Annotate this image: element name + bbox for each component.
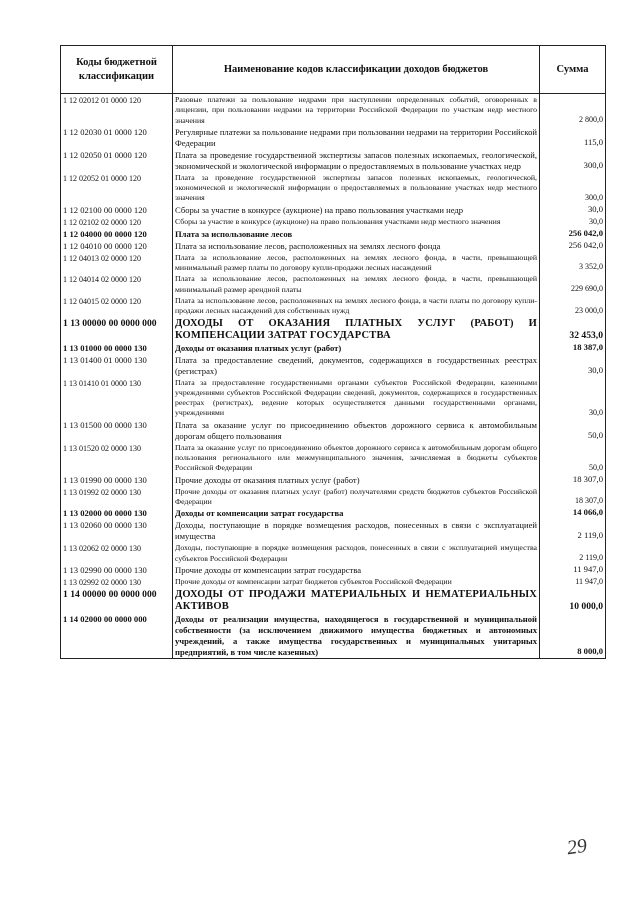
- table-row: [61, 442, 606, 474]
- code-cell: 1 13 01500 00 0000 130: [61, 419, 173, 442]
- sum-cell: 18 307,0: [540, 486, 606, 508]
- sum-cell: 50,0: [540, 419, 606, 442]
- table-row: [61, 588, 606, 613]
- sum-cell: 18 307,0: [540, 474, 606, 486]
- name-cell: Прочие доходы от оказания платных услуг (работ): [173, 474, 540, 486]
- code-cell: 1 12 02052 01 0000 120: [61, 172, 173, 204]
- code-cell: 1 13 02992 02 0000 130: [61, 576, 173, 588]
- table-row: [61, 228, 606, 240]
- table-row: [61, 149, 606, 172]
- code-cell: 1 12 04013 02 0000 120: [61, 252, 173, 274]
- code-cell: 1 12 04000 00 0000 120: [61, 228, 173, 240]
- name-cell: Плата за использование лесов: [173, 228, 540, 240]
- name-cell: Доходы от реализации имущества, находящегося в государственной и муниципальной собственности (за исключением движимого имущества бюджетных и автономных учреждений, а также имущества государственных и муниципальных унитарных предприятий, в том числе казенных): [173, 613, 540, 659]
- sum-cell: 30,0: [540, 204, 606, 216]
- name-cell: Плата за предоставление государственными органами субъектов Российской Федерации, казенными учреждениями субъектов Российской Федерации сведений, документов, содержащихся в государственных реестрах (регистрах), ведение которых осуществляется данными государственными органами, учреждениями: [173, 377, 540, 419]
- sum-cell: 256 042,0: [540, 240, 606, 252]
- sum-cell: 30,0: [540, 377, 606, 419]
- table-body: [61, 94, 606, 659]
- code-cell: 1 12 02102 02 0000 120: [61, 216, 173, 228]
- table-row: [61, 273, 606, 295]
- table-row: [61, 295, 606, 317]
- name-cell: Доходы от компенсации затрат государства: [173, 507, 540, 519]
- name-cell: Прочие доходы от компенсации затрат бюджетов субъектов Российской Федерации: [173, 576, 540, 588]
- sum-cell: 14 066,0: [540, 507, 606, 519]
- table-row: [61, 216, 606, 228]
- sum-cell: 229 690,0: [540, 273, 606, 295]
- name-cell: Плата за проведение государственной экспертизы запасов полезных ископаемых, геологической, экономической и экологической информации о предоставляемых в пользование участках недр: [173, 149, 540, 172]
- page-number: 29: [565, 834, 589, 860]
- sum-cell: 8 000,0: [540, 613, 606, 659]
- name-cell: Доходы, поступающие в порядке возмещения расходов, понесенных в связи с эксплуатацией имущества субъектов Российской Федерации: [173, 542, 540, 564]
- sum-cell: 11 947,0: [540, 564, 606, 576]
- code-cell: 1 12 02012 01 0000 120: [61, 94, 173, 126]
- code-cell: 1 14 00000 00 0000 000: [61, 588, 173, 613]
- header-name: Наименование кодов классификации доходов бюджетов: [173, 46, 540, 94]
- table-row: [61, 542, 606, 564]
- table-row: [61, 419, 606, 442]
- code-cell: 1 13 02060 00 0000 130: [61, 519, 173, 542]
- sum-cell: 50,0: [540, 442, 606, 474]
- name-cell: Разовые платежи за пользование недрами при наступлении определенных событий, оговоренных в лицензии, при пользовании недрами на территории Российской Федерации по участкам недр местного значения: [173, 94, 540, 126]
- name-cell: Плата за предоставление сведений, документов, содержащихся в государственных реестрах (регистрах): [173, 354, 540, 377]
- name-cell: Прочие доходы от компенсации затрат государства: [173, 564, 540, 576]
- sum-cell: 256 042,0: [540, 228, 606, 240]
- code-cell: 1 13 01410 01 0000 130: [61, 377, 173, 419]
- header-codes: Коды бюджетной классификации: [61, 46, 173, 94]
- table-row: [61, 354, 606, 377]
- name-cell: Прочие доходы от оказания платных услуг (работ) получателями средств бюджетов субъектов Российской Федерации: [173, 486, 540, 508]
- table-row: [61, 240, 606, 252]
- sum-cell: 300,0: [540, 149, 606, 172]
- name-cell: Сборы за участие в конкурсе (аукционе) на право пользования участками недр местного значения: [173, 216, 540, 228]
- name-cell: Плата за оказание услуг по присоединению объектов дорожного сервиса к автомобильным дорогам общего пользования: [173, 419, 540, 442]
- sum-cell: 30,0: [540, 216, 606, 228]
- code-cell: 1 13 01990 00 0000 130: [61, 474, 173, 486]
- code-cell: 1 12 02100 00 0000 120: [61, 204, 173, 216]
- sum-cell: 11 947,0: [540, 576, 606, 588]
- code-cell: 1 13 01992 02 0000 130: [61, 486, 173, 508]
- sum-cell: 18 387,0: [540, 342, 606, 354]
- table-row: [61, 172, 606, 204]
- sum-cell: 32 453,0: [540, 317, 606, 342]
- table-row: [61, 519, 606, 542]
- code-cell: 1 13 02000 00 0000 130: [61, 507, 173, 519]
- header-sum: Сумма: [540, 46, 606, 94]
- code-cell: 1 13 01400 01 0000 130: [61, 354, 173, 377]
- code-cell: 1 14 02000 00 0000 000: [61, 613, 173, 659]
- name-cell: Доходы от оказания платных услуг (работ): [173, 342, 540, 354]
- name-cell: Плата за использование лесов, расположенных на землях лесного фонда, в части платы по договору купли-продажи лесных насаждений для собственных нужд: [173, 295, 540, 317]
- sum-cell: 23 000,0: [540, 295, 606, 317]
- table-row: [61, 317, 606, 342]
- table-row: [61, 576, 606, 588]
- table-row: [61, 613, 606, 659]
- table-row: [61, 252, 606, 274]
- sum-cell: 30,0: [540, 354, 606, 377]
- table-row: [61, 507, 606, 519]
- sum-cell: 10 000,0: [540, 588, 606, 613]
- sum-cell: 3 352,0: [540, 252, 606, 274]
- code-cell: 1 12 04010 00 0000 120: [61, 240, 173, 252]
- code-cell: 1 12 02030 01 0000 120: [61, 126, 173, 149]
- name-cell: Плата за использование лесов, расположенных на землях лесного фонда, в части, превышающей минимальный размер платы по договору купли-продажи лесных насаждений: [173, 252, 540, 274]
- code-cell: 1 13 02062 02 0000 130: [61, 542, 173, 564]
- sum-cell: 2 119,0: [540, 542, 606, 564]
- code-cell: 1 13 00000 00 0000 000: [61, 317, 173, 342]
- sum-cell: 2 800,0: [540, 94, 606, 126]
- code-cell: 1 12 02050 01 0000 120: [61, 149, 173, 172]
- name-cell: Плата за проведение государственной экспертизы запасов полезных ископаемых, геологической, экономической и экологической информации о предоставляемых в пользование участках недр местного значения: [173, 172, 540, 204]
- name-cell: Доходы, поступающие в порядке возмещения расходов, понесенных в связи с эксплуатацией имущества: [173, 519, 540, 542]
- code-cell: 1 12 04015 02 0000 120: [61, 295, 173, 317]
- revenue-table: [60, 45, 606, 659]
- name-cell: Сборы за участие в конкурсе (аукционе) на право пользования участками недр: [173, 204, 540, 216]
- code-cell: 1 13 01000 00 0000 130: [61, 342, 173, 354]
- table-row: [61, 564, 606, 576]
- code-cell: 1 13 01520 02 0000 130: [61, 442, 173, 474]
- code-cell: 1 12 04014 02 0000 120: [61, 273, 173, 295]
- name-cell: Регулярные платежи за пользование недрами при пользовании недрами на территории Российской Федерации: [173, 126, 540, 149]
- table-row: [61, 486, 606, 508]
- name-cell: Плата за использование лесов, расположенных на землях лесного фонда, в части, превышающей минимальный размер арендной платы: [173, 273, 540, 295]
- table-row: [61, 342, 606, 354]
- table-row: [61, 94, 606, 126]
- table-row: [61, 204, 606, 216]
- sum-cell: 300,0: [540, 172, 606, 204]
- name-cell: Плата за оказание услуг по присоединению объектов дорожного сервиса к автомобильным дорогам общего пользования регионального или межмуниципального значения, зачисляемая в бюджеты субъектов Российской Федерации: [173, 442, 540, 474]
- table-row: [61, 377, 606, 419]
- name-cell: ДОХОДЫ ОТ ПРОДАЖИ МАТЕРИАЛЬНЫХ И НЕМАТЕРИАЛЬНЫХ АКТИВОВ: [173, 588, 540, 613]
- table-row: [61, 474, 606, 486]
- sum-cell: 2 119,0: [540, 519, 606, 542]
- code-cell: 1 13 02990 00 0000 130: [61, 564, 173, 576]
- table-header-row: [61, 46, 606, 94]
- name-cell: ДОХОДЫ ОТ ОКАЗАНИЯ ПЛАТНЫХ УСЛУГ (РАБОТ) И КОМПЕНСАЦИИ ЗАТРАТ ГОСУДАРСТВА: [173, 317, 540, 342]
- name-cell: Плата за использование лесов, расположенных на землях лесного фонда: [173, 240, 540, 252]
- sum-cell: 115,0: [540, 126, 606, 149]
- table-row: [61, 126, 606, 149]
